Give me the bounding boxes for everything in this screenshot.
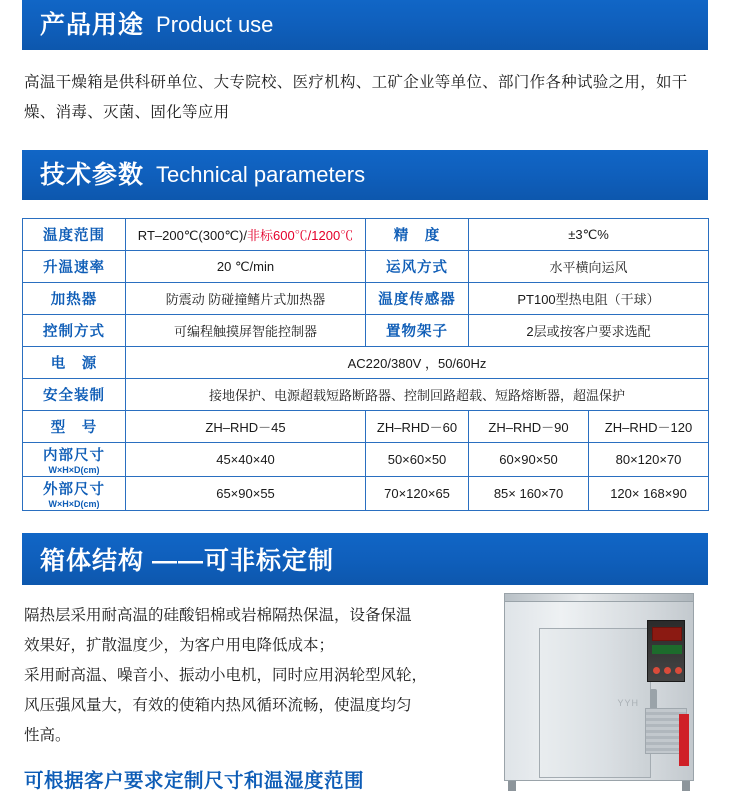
oven-knobs <box>653 667 682 674</box>
section-title-cn: 产品用途 <box>40 10 145 39</box>
section-header-structure: 箱体结构 ——可非标定制 <box>22 533 708 585</box>
table-row <box>23 315 709 347</box>
cell-label-control-mode: 控制方式 <box>23 315 126 347</box>
cell-value-heating-rate: 20 ℃/min <box>126 251 366 283</box>
structure-line-1: 隔热层采用耐高温的硅酸铝棉或岩棉隔热保温，设备保温 <box>24 607 412 624</box>
oven-logo-text: YYH <box>617 698 639 708</box>
cell-value-inner-2: 50×60×50 <box>366 443 469 477</box>
oven-display-screen <box>652 627 682 641</box>
cell-label-safety: 安全装制 <box>23 379 126 411</box>
oven-illustration <box>486 591 722 791</box>
cell-value-control-mode: 可编程触摸屏智能控制器 <box>126 315 366 347</box>
cell-value-model-4: ZH–RHD－120 <box>589 411 709 443</box>
temp-range-standard: RT–200℃(300℃)/ <box>137 228 247 243</box>
structure-line-2: 效果好，扩散温度少，为客户用电降低成本； <box>24 637 335 654</box>
outer-size-unit: W×H×D(cm) <box>48 499 100 509</box>
section-header-tech-params <box>22 150 708 200</box>
cell-value-model-3: ZH–RHD－90 <box>469 411 589 443</box>
temp-range-nonstandard: 非标600℃/1200℃ <box>246 228 354 243</box>
cell-value-inner-3: 60×90×50 <box>469 443 589 477</box>
structure-line-3: 采用耐高温、噪音小、振动小电机，同时应用涡轮型风轮， <box>24 667 428 684</box>
cell-value-outer-1: 65×90×55 <box>126 477 366 511</box>
cell-value-inner-1: 45×40×40 <box>126 443 366 477</box>
oven-secondary-display <box>652 645 682 654</box>
cell-label-temp-range: 温度范围 <box>23 219 126 251</box>
oven-red-stripe <box>679 714 689 766</box>
table-row <box>23 219 709 251</box>
cell-value-temp-range <box>126 219 366 251</box>
cell-label-shelf: 置物架子 <box>366 315 469 347</box>
table-row <box>23 411 709 443</box>
cell-label-power: 电 源 <box>23 347 126 379</box>
cell-value-outer-3: 85× 160×70 <box>469 477 589 511</box>
table-row <box>23 251 709 283</box>
cell-value-air-mode: 水平横向运风 <box>469 251 709 283</box>
oven-control-panel <box>647 620 685 682</box>
cell-value-power: AC220/380V ，50/60Hz <box>126 347 709 379</box>
cell-label-inner-size <box>23 443 126 477</box>
cell-label-air-mode: 运风方式 <box>366 251 469 283</box>
cell-value-accuracy: ±3℃% <box>469 219 709 251</box>
section-title-cn: 技术参数 <box>40 160 145 189</box>
section-title-en: Product use <box>156 12 274 37</box>
table-row <box>23 443 709 477</box>
table-row <box>23 379 709 411</box>
cell-label-heating-rate: 升温速率 <box>23 251 126 283</box>
structure-note: 可根据客户要求定制尺寸和温湿度范围 <box>24 770 365 792</box>
outer-size-label: 外部尺寸 <box>43 482 105 498</box>
cell-value-shelf: 2层或按客户要求选配 <box>469 315 709 347</box>
cell-value-inner-4: 80×120×70 <box>589 443 709 477</box>
cell-value-heater: 防震动 防碰撞鳍片式加热器 <box>126 283 366 315</box>
structure-paragraph <box>24 601 494 751</box>
table-row <box>23 283 709 315</box>
cell-label-model: 型 号 <box>23 411 126 443</box>
structure-body <box>0 601 730 801</box>
cell-label-temp-sensor: 温度传感器 <box>366 283 469 315</box>
oven-cabinet <box>504 601 694 781</box>
cell-value-model-1: ZH–RHD－45 <box>126 411 366 443</box>
oven-legs <box>504 781 694 791</box>
cell-value-safety: 接地保护、电源超载短路断路器、控制回路超载、短路熔断器，超温保护 <box>126 379 709 411</box>
structure-line-4: 风压强风量大，有效的使箱内热风循环流畅，使温度均匀 <box>24 697 412 714</box>
table-row <box>23 477 709 511</box>
cell-value-temp-sensor: PT100型热电阻（干球） <box>469 283 709 315</box>
section-header-product-use <box>22 0 708 50</box>
structure-line-5: 性高。 <box>24 727 71 744</box>
cell-value-model-2: ZH–RHD－60 <box>366 411 469 443</box>
section-title-en: Technical parameters <box>156 162 366 187</box>
spec-table <box>22 218 709 511</box>
cell-value-outer-4: 120× 168×90 <box>589 477 709 511</box>
inner-size-unit: W×H×D(cm) <box>48 465 100 475</box>
cell-label-outer-size <box>23 477 126 511</box>
spec-table-wrapper <box>22 218 708 511</box>
cell-value-outer-2: 70×120×65 <box>366 477 469 511</box>
table-row <box>23 347 709 379</box>
inner-size-label: 内部尺寸 <box>43 448 105 464</box>
cell-label-heater: 加热器 <box>23 283 126 315</box>
cell-label-accuracy: 精 度 <box>366 219 469 251</box>
product-use-paragraph: 高温干燥箱是供科研单位、大专院校、医疗机构、工矿企业等单位、部门作各种试验之用，如干燥、消毒、灭菌、固化等应用 <box>24 74 688 121</box>
